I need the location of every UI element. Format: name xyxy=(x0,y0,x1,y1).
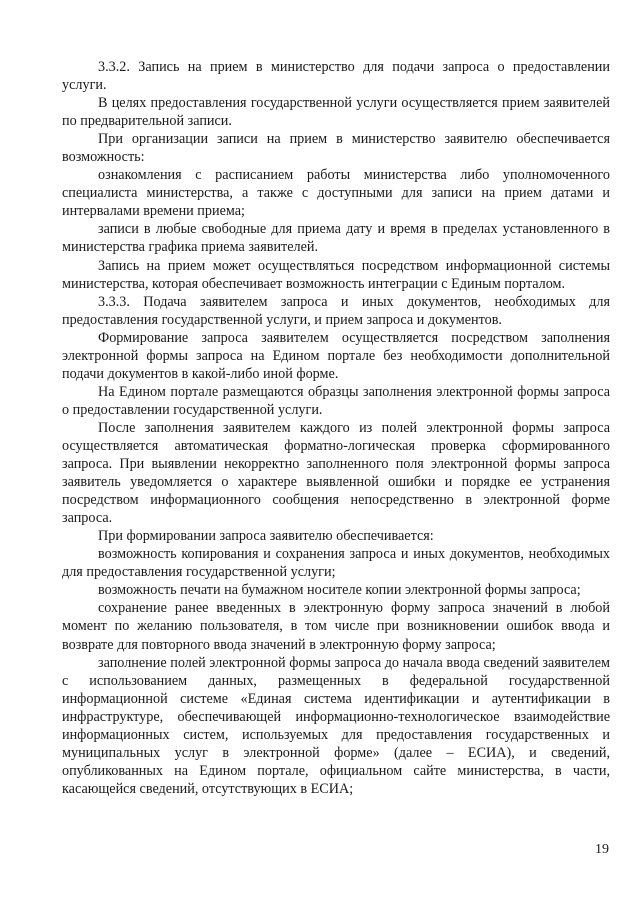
paragraph: При организации записи на прием в министерство заявителю обеспечивается возможность: xyxy=(62,131,610,166)
paragraph: возможность копирования и сохранения запроса и иных документов, необходимых для предоставления государственной услуги; xyxy=(62,546,610,581)
paragraph: На Едином портале размещаются образцы заполнения электронной формы запроса о предоставлении государственной услуги. xyxy=(62,383,610,418)
paragraph: Запись на прием может осуществляться посредством информационной системы министерства, которая обеспечивает возможность интеграции с Единым порталом. xyxy=(62,257,610,292)
paragraph: ознакомления с расписанием работы министерства либо уполномоченного специалиста министерства, а также с доступными для записи на прием датами и интервалами времени приема; xyxy=(62,167,610,220)
paragraph: 3.3.2. Запись на прием в министерство для подачи запроса о предоставлении услуги. xyxy=(62,59,610,94)
paragraph: При формировании запроса заявителю обеспечивается: xyxy=(98,528,434,545)
paragraph: возможность печати на бумажном носителе копии электронной формы запроса; xyxy=(98,582,581,599)
document-body xyxy=(62,58,610,798)
paragraph: Формирование запроса заявителем осуществляется посредством заполнения электронной формы запроса на Едином портале без необходимости дополнительной подачи документов в какой-либо иной форме. xyxy=(62,329,610,382)
paragraph: В целях предоставления государственной услуги осуществляется прием заявителей по предварительной записи. xyxy=(62,95,610,130)
paragraph: После заполнения заявителем каждого из полей электронной формы запроса осуществляется автоматическая форматно-логическая проверка сформированного запроса. При выявлении некорректно заполненного поля электронной формы запроса заявитель уведомляется о характере выявленной ошибки и порядке ее устранения посредством информационного сообщения непосредственно в электронной форме запроса. xyxy=(62,419,610,527)
paragraph: заполнение полей электронной формы запроса до начала ввода сведений заявителем с использованием данных, размещенных в федеральной государственной информационной системе «Единая система идентификации и аутентификации в инфраструктуре, обеспечивающей информационно-технологическое взаимодействие информационных систем, используемых для предоставления государственных и муниципальных услуг в электронной форме» (далее – ЕСИА), и сведений, опубликованных на Едином портале, официальном сайте министерства, в части, касающейся сведений, отсутствующих в ЕСИА; xyxy=(62,654,610,797)
paragraph: сохранение ранее введенных в электронную форму запроса значений в любой момент по желанию пользователя, в том числе при возникновении ошибок ввода и возврате для повторного ввода значений в электронную форму запроса; xyxy=(62,600,610,653)
paragraph: записи в любые свободные для приема дату и время в пределах установленного в министерства графика приема заявителей. xyxy=(62,221,610,256)
page-number: 19 xyxy=(595,842,609,857)
paragraph: 3.3.3. Подача заявителем запроса и иных документов, необходимых для предоставления государственной услуги, и прием запроса и документов. xyxy=(62,293,610,328)
